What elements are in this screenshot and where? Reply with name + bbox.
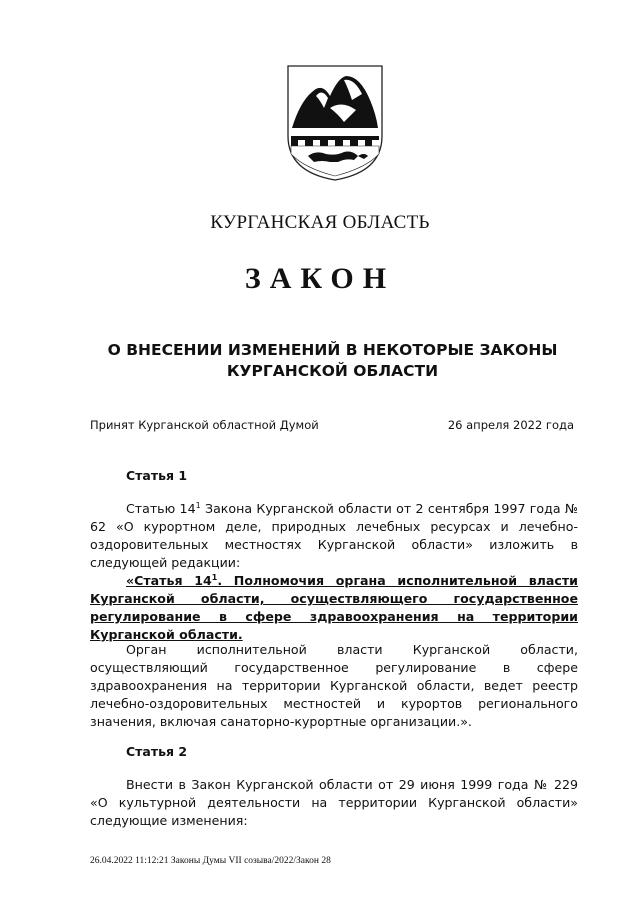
article-1-amendment-heading: «Статья $14^1$. Полномочия органа исполнительной власти Курганской области, осуществляющего государственное регулирование в сфере здравоохранения на территории Курганской области.	[90, 572, 578, 642]
coat-of-arms-emblem	[286, 64, 384, 182]
article-2-paragraph-1: Внести в Закон Курганской области от 29 июня 1999 года № 229 «О культурной деятельности на территории Курганской области» следующие изменения:	[90, 777, 578, 828]
article-2-heading: Статья 2	[126, 744, 188, 759]
article-1-heading: Статья 1	[126, 468, 188, 483]
article-1-paragraph-1: Статью $14^1$ Закона Курганской области от 2 сентября 1997 года № 62 «О курортном деле, природных лечебных ресурсах и лечебно-оздоровительных местностях Курганской области» изложить в следующей редакции:	[90, 500, 578, 570]
adoption-date: 26 апреля 2022 года	[447, 418, 574, 432]
article-1-paragraph-2: Орган исполнительной власти Курганской области, осуществляющий государственное регулирование в сфере здравоохранения на территории Курганской области, ведет реестр лечебно-оздоровительных местностей и курортов регионального значения, включая санаторно-курортные организации.».	[90, 642, 578, 729]
region-name: КУРГАНСКАЯ ОБЛАСТЬ	[210, 212, 430, 233]
law-title: О ВНЕСЕНИИ ИЗМЕНЕНИЙ В НЕКОТОРЫЕ ЗАКОНЫ КУРГАНСКОЙ ОБЛАСТИ	[107, 341, 558, 380]
footer-stamp: 26.04.2022 11:12:21 Законы Думы VII созыва/2022/Закон 28	[90, 856, 331, 866]
document-type: ЗАКОН	[244, 262, 396, 295]
adopted-by: Принят Курганской областной Думой	[90, 418, 319, 432]
